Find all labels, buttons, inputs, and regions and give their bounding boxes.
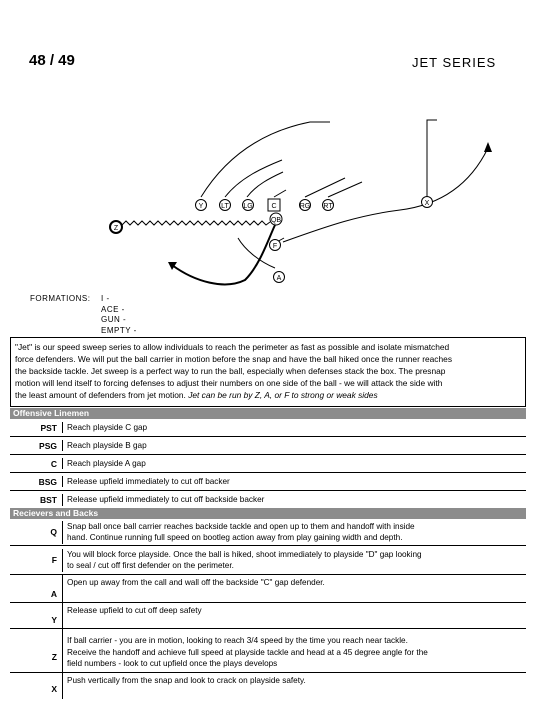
player-rt-label: RT [323, 203, 333, 210]
table-row [10, 419, 526, 437]
position-code: C [50, 458, 57, 469]
player-x [422, 197, 433, 208]
player-y-label: Y [198, 203, 204, 210]
assignment-text: Snap ball once ball carrier reaches backside tackle and open up to them and handoff with inside hand. Continue running full speed on bootleg action away from play gaining width and depth. [62, 521, 526, 544]
formations-label: FORMATIONS: [30, 294, 91, 303]
z-carry-route [283, 148, 488, 242]
player-lg-label: LG [243, 203, 253, 210]
formation-item: GUN - [101, 315, 127, 324]
qb-bootleg [172, 225, 278, 284]
player-y [196, 200, 207, 211]
y-route [201, 122, 330, 197]
assignment-text: Reach playside A gap [62, 458, 526, 470]
description-line: "Jet" is our speed sweep series to allow individuals to reach the perimeter as fast as possible and isolate mismatched [15, 342, 450, 352]
assignment-text: Reach playside C gap [62, 422, 526, 434]
player-qb [270, 213, 282, 225]
offensive-linemen-table [10, 419, 526, 509]
position-code: Q [50, 527, 57, 537]
position-code: Y [51, 615, 57, 625]
player-z [110, 221, 122, 233]
description-line: the backside tackle. Jet sweep is a perfect way to run the ball, especially when defenses stack the box. The presnap [15, 366, 446, 376]
formation-item: EMPTY - [101, 325, 137, 335]
table-row [10, 455, 526, 473]
player-x-label: X [424, 200, 430, 207]
formation-item: ACE - [101, 304, 125, 314]
assignment-text: Release upfield immediately to cut off backside backer [62, 494, 526, 506]
player-z-label: Z [113, 225, 119, 232]
rt-route [328, 182, 362, 197]
player-rg-label: RG [299, 203, 311, 210]
player-lt [220, 200, 231, 211]
position-code: PSG [39, 440, 57, 451]
player-rg [300, 200, 311, 211]
c-route [274, 190, 286, 197]
player-lg [243, 200, 254, 211]
rg-route [305, 178, 345, 197]
receivers-backs-header: Recievers and Backs [10, 508, 526, 519]
player-a [274, 272, 285, 283]
formation-item: I - [101, 294, 110, 303]
table-row [10, 546, 526, 575]
assignment-text: Release upfield immediately to cut off backer [62, 476, 526, 488]
x-route [427, 120, 437, 196]
z-motion [122, 221, 270, 225]
description-line [15, 389, 521, 401]
lt-route [225, 160, 282, 197]
player-lt-label: LT [221, 203, 229, 210]
player-c [268, 199, 280, 211]
description-last-italic: Jet can be run by Z, A, or F to strong or weak sides [188, 390, 378, 400]
position-code: X [51, 684, 57, 694]
z-arrowhead [484, 142, 492, 152]
description-last-plain: the least amount of defenders from jet motion. [15, 390, 189, 400]
position-code: PST [40, 422, 57, 433]
position-code: BSG [38, 476, 57, 487]
player-c-label: C [271, 203, 277, 210]
player-a-label: A [276, 275, 282, 282]
description-line: motion will lend itself to forcing defenses to adjust their numbers on one side of the ball - we will attack the side with [15, 378, 443, 388]
assignment-text: Release upfield to cut off deep safety [62, 603, 526, 628]
position-code: F [51, 555, 57, 565]
table-row [10, 673, 526, 699]
play-diagram [0, 0, 540, 300]
page-number: 48 / 49 [29, 52, 75, 69]
series-title: JET SERIES [412, 55, 497, 70]
position-code: A [50, 589, 57, 599]
table-row [10, 575, 526, 603]
table-row [10, 437, 526, 455]
lg-route [247, 172, 283, 197]
table-row [10, 629, 526, 673]
assignment-text: You will block force playside. Once the ball is hiked, shoot immediately to playside "D" gap looking to seal / cut off first defender on the perimeter. [62, 549, 526, 572]
assignment-text: If ball carrier - you are in motion, looking to reach 3/4 speed by the time you reach near tackle. Receive the handoff and achieve full speed at playside tackle and head at a 45 degree angle for the field numbers - look to cut upfield once the plays develops [62, 629, 526, 672]
position-code: BST [40, 495, 57, 505]
description-line: force defenders. We will put the ball carrier in motion before the snap and have the ball hiked once the runner reaches [15, 354, 453, 364]
player-f-label: F [272, 243, 278, 250]
position-code: Z [51, 652, 57, 662]
receivers-backs-table [10, 519, 526, 699]
player-rt [323, 200, 334, 211]
table-row [10, 519, 526, 546]
table-row [10, 473, 526, 491]
description-box [10, 337, 526, 407]
table-row [10, 491, 526, 509]
assignment-text: Open up away from the call and wall off the backside "C" gap defender. [62, 575, 526, 602]
formation-list [101, 294, 137, 336]
offensive-linemen-header: Offensive Linemen [10, 408, 526, 419]
player-qb-label: QB [270, 217, 282, 224]
table-row [10, 603, 526, 629]
assignment-text: Reach playside B gap [62, 440, 526, 452]
assignment-text: Push vertically from the snap and look to crack on playside safety. [62, 673, 526, 699]
player-f [270, 240, 281, 251]
